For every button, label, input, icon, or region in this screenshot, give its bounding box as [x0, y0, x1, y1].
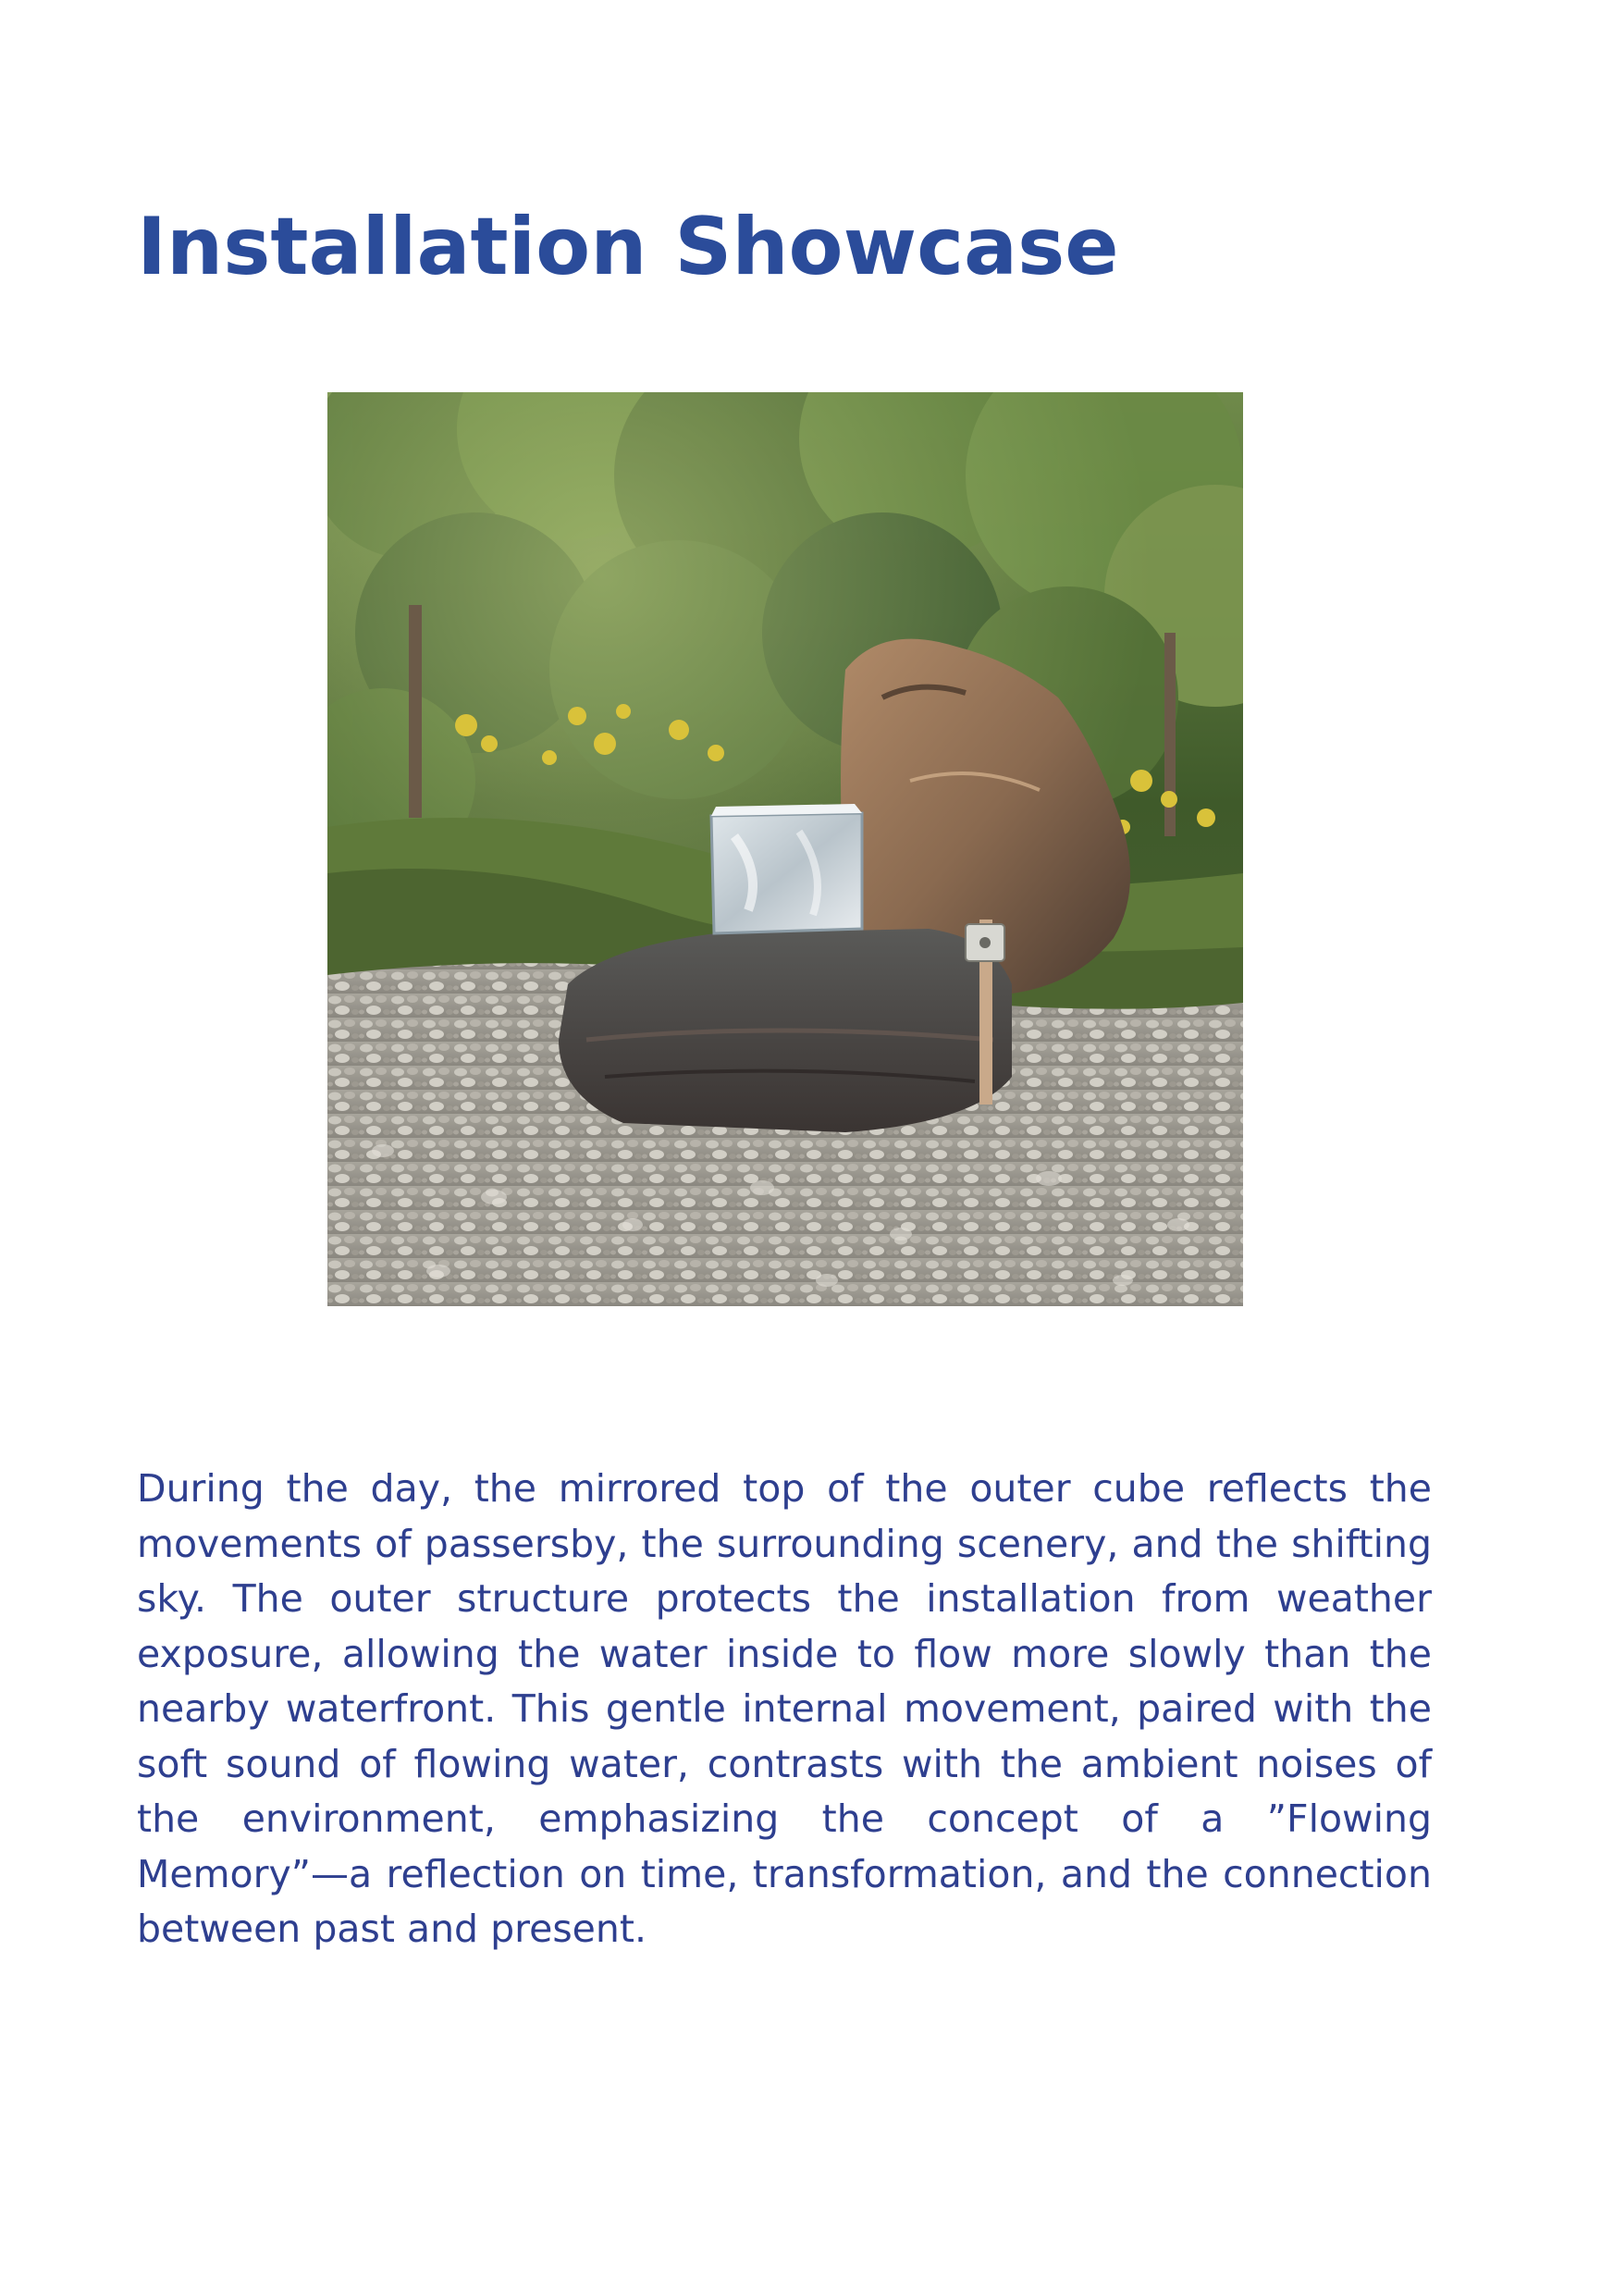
description-paragraph: During the day, the mirrored top of the outer cube reflects the movements of passersby, the surrounding scenery, and the shifting sky. The outer structure protects the installation from weather exposure, allowing the water inside to flow more slowly than the nearby waterfront. This gentle internal movement, paired with the soft sound of flowing water, contrasts with the ambient noises of the environment, emphasizing the concept of a ”Flowing Memory”—a reflection on time, transformation, and the connection between past and present. [137, 1466, 1432, 1951]
mirrored-cube [711, 804, 862, 933]
installation-photo [327, 392, 1243, 1306]
photo-illustration [327, 392, 1243, 1306]
page-title: Installation Showcase [137, 201, 1119, 293]
